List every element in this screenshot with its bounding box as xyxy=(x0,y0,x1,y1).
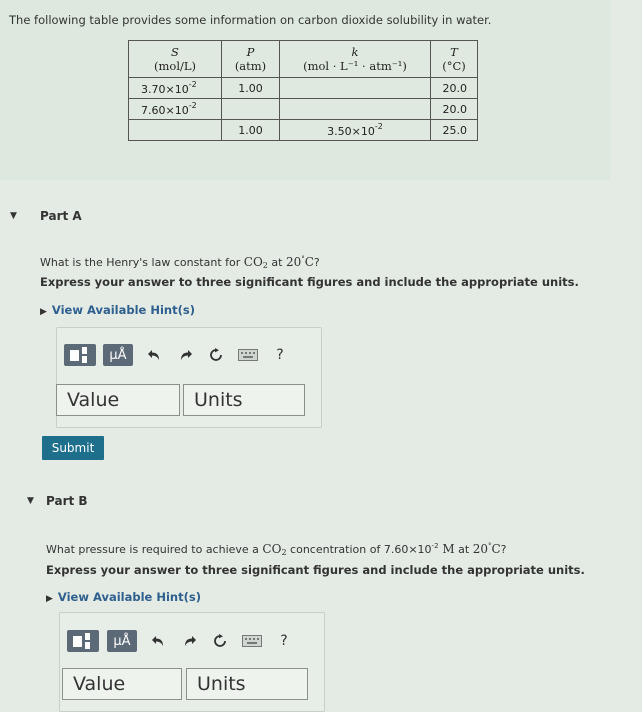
expand-triangle-icon: ▶ xyxy=(46,594,53,604)
redo-icon[interactable] xyxy=(176,344,196,366)
part-b-question: What pressure is required to achieve a $CO_2$ concentration of $7.60\times 10^{-2}$ M at 20°C? xyxy=(46,542,507,557)
templates-icon[interactable] xyxy=(67,630,99,652)
units-input[interactable]: Units xyxy=(183,384,305,416)
units-symbol-button[interactable]: μÅ xyxy=(103,344,133,366)
table-header-row xyxy=(129,41,478,78)
collapse-caret-icon[interactable]: ▼ xyxy=(27,496,34,506)
intro-text: The following table provides some information on carbon dioxide solubility in water. xyxy=(9,13,492,27)
keyboard-icon[interactable] xyxy=(236,346,260,364)
value-input[interactable]: Value xyxy=(56,384,180,416)
cell-k xyxy=(280,78,431,99)
table-row xyxy=(129,99,478,120)
redo-icon[interactable] xyxy=(180,630,200,652)
part-b-instruction: Express your answer to three significant figures and include the appropriate units. xyxy=(46,563,585,577)
part-a-hint-link[interactable]: ▶ View Available Hint(s) xyxy=(40,303,195,317)
units-input[interactable]: Units xyxy=(186,668,308,700)
expand-triangle-icon: ▶ xyxy=(40,307,47,317)
templates-icon[interactable] xyxy=(64,344,96,366)
cell-s: $3.70\times 10^{-2}$ xyxy=(129,78,222,99)
cell-p xyxy=(222,99,280,120)
cell-t: 20.0 xyxy=(431,99,478,120)
reset-icon[interactable] xyxy=(206,344,226,366)
cell-k xyxy=(280,99,431,120)
help-icon[interactable]: ? xyxy=(280,633,288,649)
cell-p: 1.00 xyxy=(222,78,280,99)
units-symbol-button[interactable]: μÅ xyxy=(107,630,137,652)
table-row xyxy=(129,120,478,141)
part-a-title[interactable]: Part A xyxy=(40,209,82,223)
undo-icon[interactable] xyxy=(144,344,164,366)
cell-k: $3.50\times 10^{-2}$ xyxy=(280,120,431,141)
header-s: S (mol/L) xyxy=(129,41,222,78)
reset-icon[interactable] xyxy=(210,630,230,652)
table-row xyxy=(129,78,478,99)
cell-s: $7.60\times 10^{-2}$ xyxy=(129,99,222,120)
cell-t: 20.0 xyxy=(431,78,478,99)
header-p: P (atm) xyxy=(222,41,280,78)
part-b-hint-link[interactable]: ▶ View Available Hint(s) xyxy=(46,590,201,604)
help-icon[interactable]: ? xyxy=(276,347,284,363)
undo-icon[interactable] xyxy=(148,630,168,652)
value-input[interactable]: Value xyxy=(62,668,182,700)
cell-s xyxy=(129,120,222,141)
keyboard-icon[interactable] xyxy=(240,632,264,650)
submit-button[interactable]: Submit xyxy=(42,436,104,460)
solubility-table xyxy=(128,40,478,141)
part-a-question: What is the Henry's law constant for $CO_2$ at 20°C? xyxy=(40,255,320,270)
part-b-title[interactable]: Part B xyxy=(46,494,88,508)
header-t: T (°C) xyxy=(431,41,478,78)
collapse-caret-icon[interactable]: ▼ xyxy=(10,211,17,221)
header-k: k (mol · L⁻¹ · atm⁻¹) xyxy=(280,41,431,78)
cell-p: 1.00 xyxy=(222,120,280,141)
part-a-instruction: Express your answer to three significant figures and include the appropriate units. xyxy=(40,275,579,289)
cell-t: 25.0 xyxy=(431,120,478,141)
